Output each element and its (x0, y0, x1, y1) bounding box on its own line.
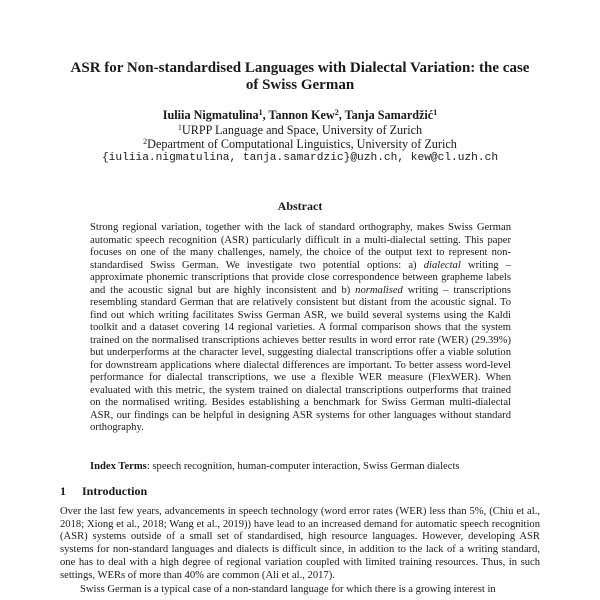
author-1 (163, 108, 263, 122)
affiliation-1-mark: 1 (177, 123, 182, 132)
author-2-name: Tannon Kew (268, 108, 335, 122)
author-1-affil-mark: 1 (258, 108, 263, 117)
title-line-2: of Swiss German (245, 77, 355, 93)
affiliation-2 (60, 137, 540, 151)
intro-paragraph-1: Over the last few years, advancements in speech technology (word error rates (WER) less than 5%, (Chiu et al., 2018; Xiong et al., 2018; Wang et al., 2019)) have lead to an increased demand for automatic speech recognition (ASR) systems outside of a small set of standardised, high resource languages. However, developing ASR systems for non-standard languages and dialects is difficult since, in addition to the lack of a writing standard, one has to deal with a high degree of regional variation coupled with limited training resources. Thus, in such settings, WERs of more than 40% are common (Ali et al., 2017). (60, 506, 540, 581)
section-title: Introduction (82, 484, 148, 498)
author-separator: , (338, 108, 345, 122)
paper-title (60, 60, 540, 94)
index-terms-list: : speech recognition, human-computer interaction, Swiss German dialects (146, 461, 460, 472)
abstract-emphasis-dialectal: dialectal (423, 259, 461, 271)
abstract-text-2: writing – approximate phonemic transcriptions that provide close correspondence between grapheme labels and the acoustic signal but are highly inconsistent and b) (90, 259, 512, 296)
introduction-body (60, 506, 540, 597)
abstract-text-1: Strong regional variation, together with the lack of standard orthography, makes Swiss German automatic speech recognition (ASR) particularly difficult in a multi-dialectal setting. This paper focuses on one of the many challenges, namely, the choice of the output text to represent non-standardised Swiss German. We investigate two potential options: a) (90, 222, 511, 271)
title-line-1: ASR for Non-standardised Languages with Dialectal Variation: the case (70, 60, 530, 76)
section-number: 1 (60, 484, 66, 498)
abstract-body (90, 222, 511, 435)
affiliation-2-text: Department of Computational Linguistics, University of Zurich (147, 137, 457, 151)
affiliation-1-text: URPP Language and Space, University of Zurich (181, 123, 423, 137)
author-emails: {iuliia.nigmatulina, tanja.samardzic}@uzh.ch, kew@cl.uzh.ch (101, 152, 499, 164)
abstract-heading: Abstract (277, 199, 323, 213)
section-heading-introduction (60, 484, 540, 498)
affiliation-1 (60, 123, 540, 137)
author-2 (268, 108, 338, 122)
author-1-name: Iuliia Nigmatulina (162, 108, 259, 122)
author-separator: , (262, 108, 269, 122)
author-3-affil-mark: 1 (433, 108, 438, 117)
index-terms-label: Index Terms (90, 461, 147, 472)
author-3 (345, 108, 438, 122)
abstract-text-3: writing – transcriptions resembling standard German that are relatively consistent but distant from the acoustic signal. To find out which writing facilitates Swiss German ASR, we build several systems using the Kaldi toolkit and a dataset covering 14 regional varieties. A formal comparison shows that the system trained on the normalised transcriptions achieves better results in word error rate (WER) (29.39%) but underperforms at the character level, suggesting dialectal transcriptions offer a viable solution for downstream applications where dialectal differences are important. To better assess word-level performance for dialectal transcriptions, we use a flexible WER measure (FlexWER). When evaluated with this metric, the system trained on dialectal transcriptions outperforms that trained on the normalised writing. Besides establishing a benchmark for Swiss German multi-dialectal ASR, our findings can be helpful in designing ASR systems for other languages without standard orthography. (90, 284, 511, 433)
index-terms (90, 461, 511, 474)
author-list (60, 108, 540, 122)
abstract-emphasis-normalised: normalised (355, 284, 403, 296)
affiliation-2-mark: 2 (143, 137, 148, 146)
author-3-name: Tanja Samardžić (344, 108, 434, 122)
intro-paragraph-2: Swiss German is a typical case of a non-standard language for which there is a growing interest in (80, 584, 496, 596)
author-2-affil-mark: 2 (334, 108, 339, 117)
